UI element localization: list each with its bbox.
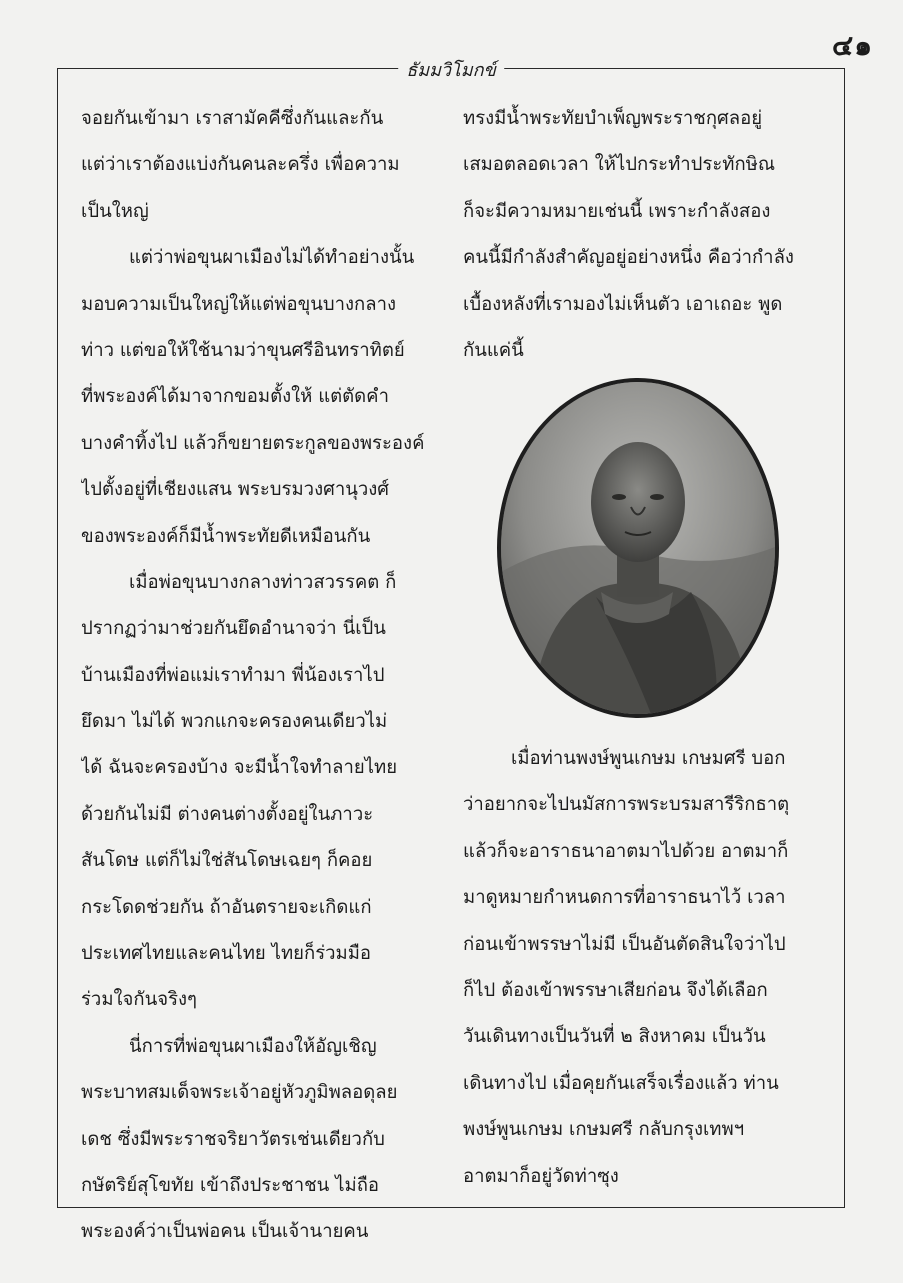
- left-column-line: ด้วยกันไม่มี ต่างคนต่างตั้งอยู่ในภาวะ: [81, 803, 374, 825]
- left-column-line: ได้ ฉันจะครองบ้าง จะมีน้ำใจทำลายไทย: [81, 757, 398, 779]
- page-number: ๔๑: [832, 29, 873, 62]
- left-column-line: เป็นใหญ่: [81, 200, 149, 222]
- right-column-bottom-line: ก่อนเข้าพรรษาไม่มี เป็นอันตัดสินใจว่าไป: [463, 933, 786, 955]
- right-column-bottom-line: แล้วก็จะอาราธนาอาตมาไปด้วย อาตมาก็: [463, 840, 789, 862]
- left-column-line: เดช ซึ่งมีพระราชจริยาวัตรเช่นเดียวกับ: [81, 1128, 385, 1150]
- portrait-photo: [497, 378, 779, 718]
- right-column-bottom-line: พงษ์พูนเกษม เกษมศรี กลับกรุงเทพฯ: [463, 1119, 745, 1141]
- right-column-top-line: ก็จะมีความหมายเช่นนี้ เพราะกำลังสอง: [463, 200, 771, 222]
- left-column-line: ที่พระองค์ได้มาจากขอมตั้งให้ แต่ตัดคำ: [81, 386, 389, 408]
- left-column: [81, 96, 438, 1256]
- right-column-bottom: [463, 736, 820, 1200]
- right-column-top-line: กันแค่นี้: [463, 339, 524, 361]
- left-column-line: กระโดดช่วยกัน ถ้าอันตรายจะเกิดแก่: [81, 896, 372, 918]
- right-column-top: [463, 96, 820, 374]
- left-column-line: ท่าว แต่ขอให้ใช้นามว่าขุนศรีอินทราทิตย์: [81, 339, 405, 361]
- right-column-top-line: เสมอตลอดเวลา ให้ไปกระทำประทักษิณ: [463, 154, 776, 176]
- left-column-line: ปรากฏว่ามาช่วยกันยึดอำนาจว่า นี่เป็น: [81, 618, 386, 640]
- right-column-bottom-line: ก็ไป ต้องเข้าพรรษาเสียก่อน จึงได้เลือก: [463, 979, 768, 1001]
- left-column-line: พระบาทสมเด็จพระเจ้าอยู่หัวภูมิพลอดุลย: [81, 1082, 398, 1104]
- portrait-oval-frame: [497, 378, 779, 718]
- right-column-bottom-line: เดินทางไป เมื่อคุยกันเสร็จเรื่องแล้ว ท่าน: [463, 1072, 779, 1094]
- left-column-line: สันโดษ แต่ก็ไม่ใช่สันโดษเฉยๆ ก็คอย: [81, 850, 373, 872]
- left-column-line: แต่ว่าพ่อขุนผาเมืองไม่ได้ทำอย่างนั้น: [129, 247, 415, 269]
- right-column-bottom-line: เมื่อท่านพงษ์พูนเกษม เกษมศรี บอก: [511, 748, 786, 769]
- monk-portrait-illustration: [501, 382, 775, 714]
- left-column-line: ของพระองค์ก็มีน้ำพระทัยดีเหมือนกัน: [81, 525, 371, 547]
- right-column-top-line: เบื้องหลังที่เรามองไม่เห็นตัว เอาเถอะ พูด: [463, 293, 783, 315]
- left-column-line: พระองค์ว่าเป็นพ่อคน เป็นเจ้านายคน: [81, 1221, 369, 1243]
- right-column-bottom-line: วันเดินทางเป็นวันที่ ๒ สิงหาคม เป็นวัน: [463, 1026, 766, 1048]
- left-column-line: ยึดมา ไม่ได้ พวกแกจะครองคนเดียวไม่: [81, 711, 388, 733]
- left-column-line: บางคำทิ้งไป แล้วก็ขยายตระกูลของพระองค์: [81, 432, 425, 454]
- right-column-bottom-line: มาดูหมายกำหนดการที่อาราธนาไว้ เวลา: [463, 887, 786, 909]
- right-column-top-line: คนนี้มีกำลังสำคัญอยู่อย่างหนึ่ง คือว่ากำลัง: [463, 247, 794, 269]
- running-head: ธัมมวิโมกข์: [398, 55, 504, 84]
- left-column-line: กษัตริย์สุโขทัย เข้าถึงประชาชน ไม่ถือ: [81, 1174, 380, 1196]
- left-column-line: ประเทศไทยและคนไทย ไทยก็ร่วมมือ: [81, 943, 372, 965]
- left-column-line: มอบความเป็นใหญ่ให้แต่พ่อขุนบางกลาง: [81, 293, 396, 315]
- left-column-line: นี่การที่พ่อขุนผาเมืองให้อัญเชิญ: [129, 1035, 377, 1057]
- right-column-bottom-line: ว่าอยากจะไปนมัสการพระบรมสารีริกธาตุ: [463, 794, 790, 816]
- left-column-line: ร่วมใจกันจริงๆ: [81, 989, 197, 1011]
- left-column-line: บ้านเมืองที่พ่อแม่เราทำมา พี่น้องเราไป: [81, 664, 385, 686]
- left-column-line: แต่ว่าเราต้องแบ่งกันคนละครึ่ง เพื่อความ: [81, 154, 400, 176]
- left-column-line: ไปตั้งอยู่ที่เชียงแสน พระบรมวงศานุวงศ์: [81, 479, 390, 501]
- right-column-bottom-line: อาตมาก็อยู่วัดท่าซุง: [463, 1165, 619, 1187]
- left-column-line: เมื่อพ่อขุนบางกลางท่าวสวรรคต ก็: [129, 571, 397, 593]
- left-column-line: จอยกันเข้ามา เราสามัคคีซึ่งกันและกัน: [81, 108, 384, 129]
- right-column-top-line: ทรงมีน้ำพระทัยบำเพ็ญพระราชกุศลอยู่: [463, 108, 763, 129]
